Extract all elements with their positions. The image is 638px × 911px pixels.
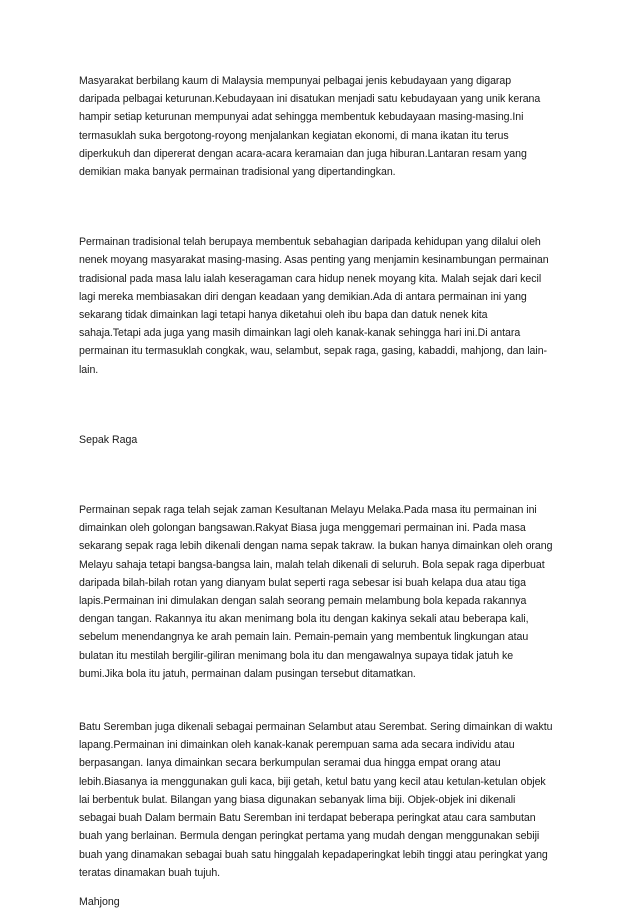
text-line: daripada bilah-bilah rotan yang dianyam bulat seperti raga sebesar isi buah kelapa dua atau tiga <box>79 576 526 589</box>
text-line: buah yang dinamakan sebagai buah satu hinggalah kepadaperingkat lebih tinggi atau peringkat yang <box>79 848 548 861</box>
text-line: lebih.Biasanya ia menggunakan guli kaca, biji getah, ketul batu yang kecil atau ketulan-ketulan objek <box>79 775 546 788</box>
heading-mahjong: Mahjong <box>79 895 120 908</box>
text-line: bumi.Jika bola itu jatuh, permainan dalam pusingan tersebut ditamatkan. <box>79 667 416 680</box>
text-line: Permainan tradisional telah berupaya membentuk sebahagian daripada kehidupan yang dilalui oleh <box>79 236 541 249</box>
text-line: daripada pelbagai keturunan.Kebudayaan ini disatukan menjadi satu kebudayaan yang unik kerana <box>79 93 541 106</box>
text-line: sebelum menendangnya ke arah pemain lain. Pemain-pemain yang membentuk lingkungan atau <box>79 631 529 644</box>
text-line: sekarang sepak raga lebih dikenali dengan nama sepak takraw. Ia bukan hanya dimainkan oleh orang <box>79 540 553 553</box>
paragraph-traditional-games <box>79 233 564 379</box>
text-line: lain. <box>79 363 99 376</box>
text-line: buah yang berlainan. Bermula dengan peringkat pertama yang mudah dengan menggunakan sebiji <box>79 830 540 843</box>
paragraph-intro <box>79 72 564 181</box>
paragraph-batu-seremban <box>79 718 564 882</box>
text-line: nenek moyang masyarakat masing-masing. Asas penting yang menjamin kesinambungan permainan <box>79 254 549 267</box>
text-line: sahaja.Tetapi ada juga yang masih dimainkan lagi oleh kanak-kanak sehingga hari ini.Di antara <box>79 327 521 340</box>
text-line: bulatan itu mestilah bergilir-giliran menimang bola itu dan mengawalnya supaya tidak jatuh ke <box>79 649 514 662</box>
text-line: lapang.Permainan ini dimainkan oleh kanak-kanak perempuan sama ada secara individu atau <box>79 739 515 752</box>
text-line: tradisional pada masa lalu ialah keseragaman cara hidup nenek moyang kita. Malah sejak dari kecil <box>79 272 542 285</box>
heading-sepak-raga: Sepak Raga <box>79 433 138 446</box>
text-line: Permainan sepak raga telah sejak zaman Kesultanan Melayu Melaka.Pada masa itu permainan ini <box>79 504 537 517</box>
text-line: termasuklah suka bergotong-royong menjalankan kegiatan ekonomi, di mana ikatan itu terus <box>79 129 509 142</box>
text-line: Batu Seremban juga dikenali sebagai permainan Selambut atau Serembat. Sering dimainkan di waktu <box>79 721 553 734</box>
document-page <box>79 72 564 911</box>
text-line: berpasangan. Ianya dimainkan secara berkumpulan seramai dua hingga empat orang atau <box>79 757 501 770</box>
text-line: dengan tangan. Rakannya itu akan menimang bola itu dengan kakinya sekali atau beberapa kali, <box>79 613 529 626</box>
text-line: permainan itu termasuklah congkak, wau, selambut, sepak raga, gasing, kabaddi, mahjong, dan lain- <box>79 345 548 358</box>
text-line: Melayu sahaja tetapi bangsa-bangsa lain, malah telah dikenali di seluruh. Bola sepak raga diperbuat <box>79 558 545 571</box>
text-line: lai berbentuk bulat. Bilangan yang biasa digunakan sebanyak lima biji. Objek-objek ini dikenali <box>79 793 516 806</box>
paragraph-sepak-raga <box>79 501 564 683</box>
text-line: sebagai buah Dalam bermain Batu Seremban ini terdapat beberapa peringkat atau cara sambutan <box>79 812 536 825</box>
text-line: sekarang tidak dimainkan lagi tetapi hanya diketahui oleh ibu bapa dan datuk nenek kita <box>79 309 488 322</box>
text-line: teratas dinamakan buah tujuh. <box>79 866 221 879</box>
text-line: lagi mereka membiasakan diri dengan keadaan yang demikian.Ada di antara permainan ini yang <box>79 290 527 303</box>
text-line: lapis.Permainan ini dimulakan dengan salah seorang pemain melambung bola kepada rakannya <box>79 595 527 608</box>
text-line: Masyarakat berbilang kaum di Malaysia mempunyai pelbagai jenis kebudayaan yang digarap <box>79 75 512 87</box>
text-line: demikian maka banyak permainan tradisional yang dipertandingkan. <box>79 166 396 179</box>
text-line: hampir setiap keturunan mempunyai adat sehingga membentuk kebudayaan masing-masing.Ini <box>79 111 524 124</box>
text-line: diperkukuh dan dipererat dengan acara-acara keramaian dan juga hiburan.Lantaran resam yang <box>79 147 527 160</box>
text-line: dimainkan oleh golongan bangsawan.Rakyat Biasa juga menggemari permainan ini. Pada masa <box>79 522 526 535</box>
